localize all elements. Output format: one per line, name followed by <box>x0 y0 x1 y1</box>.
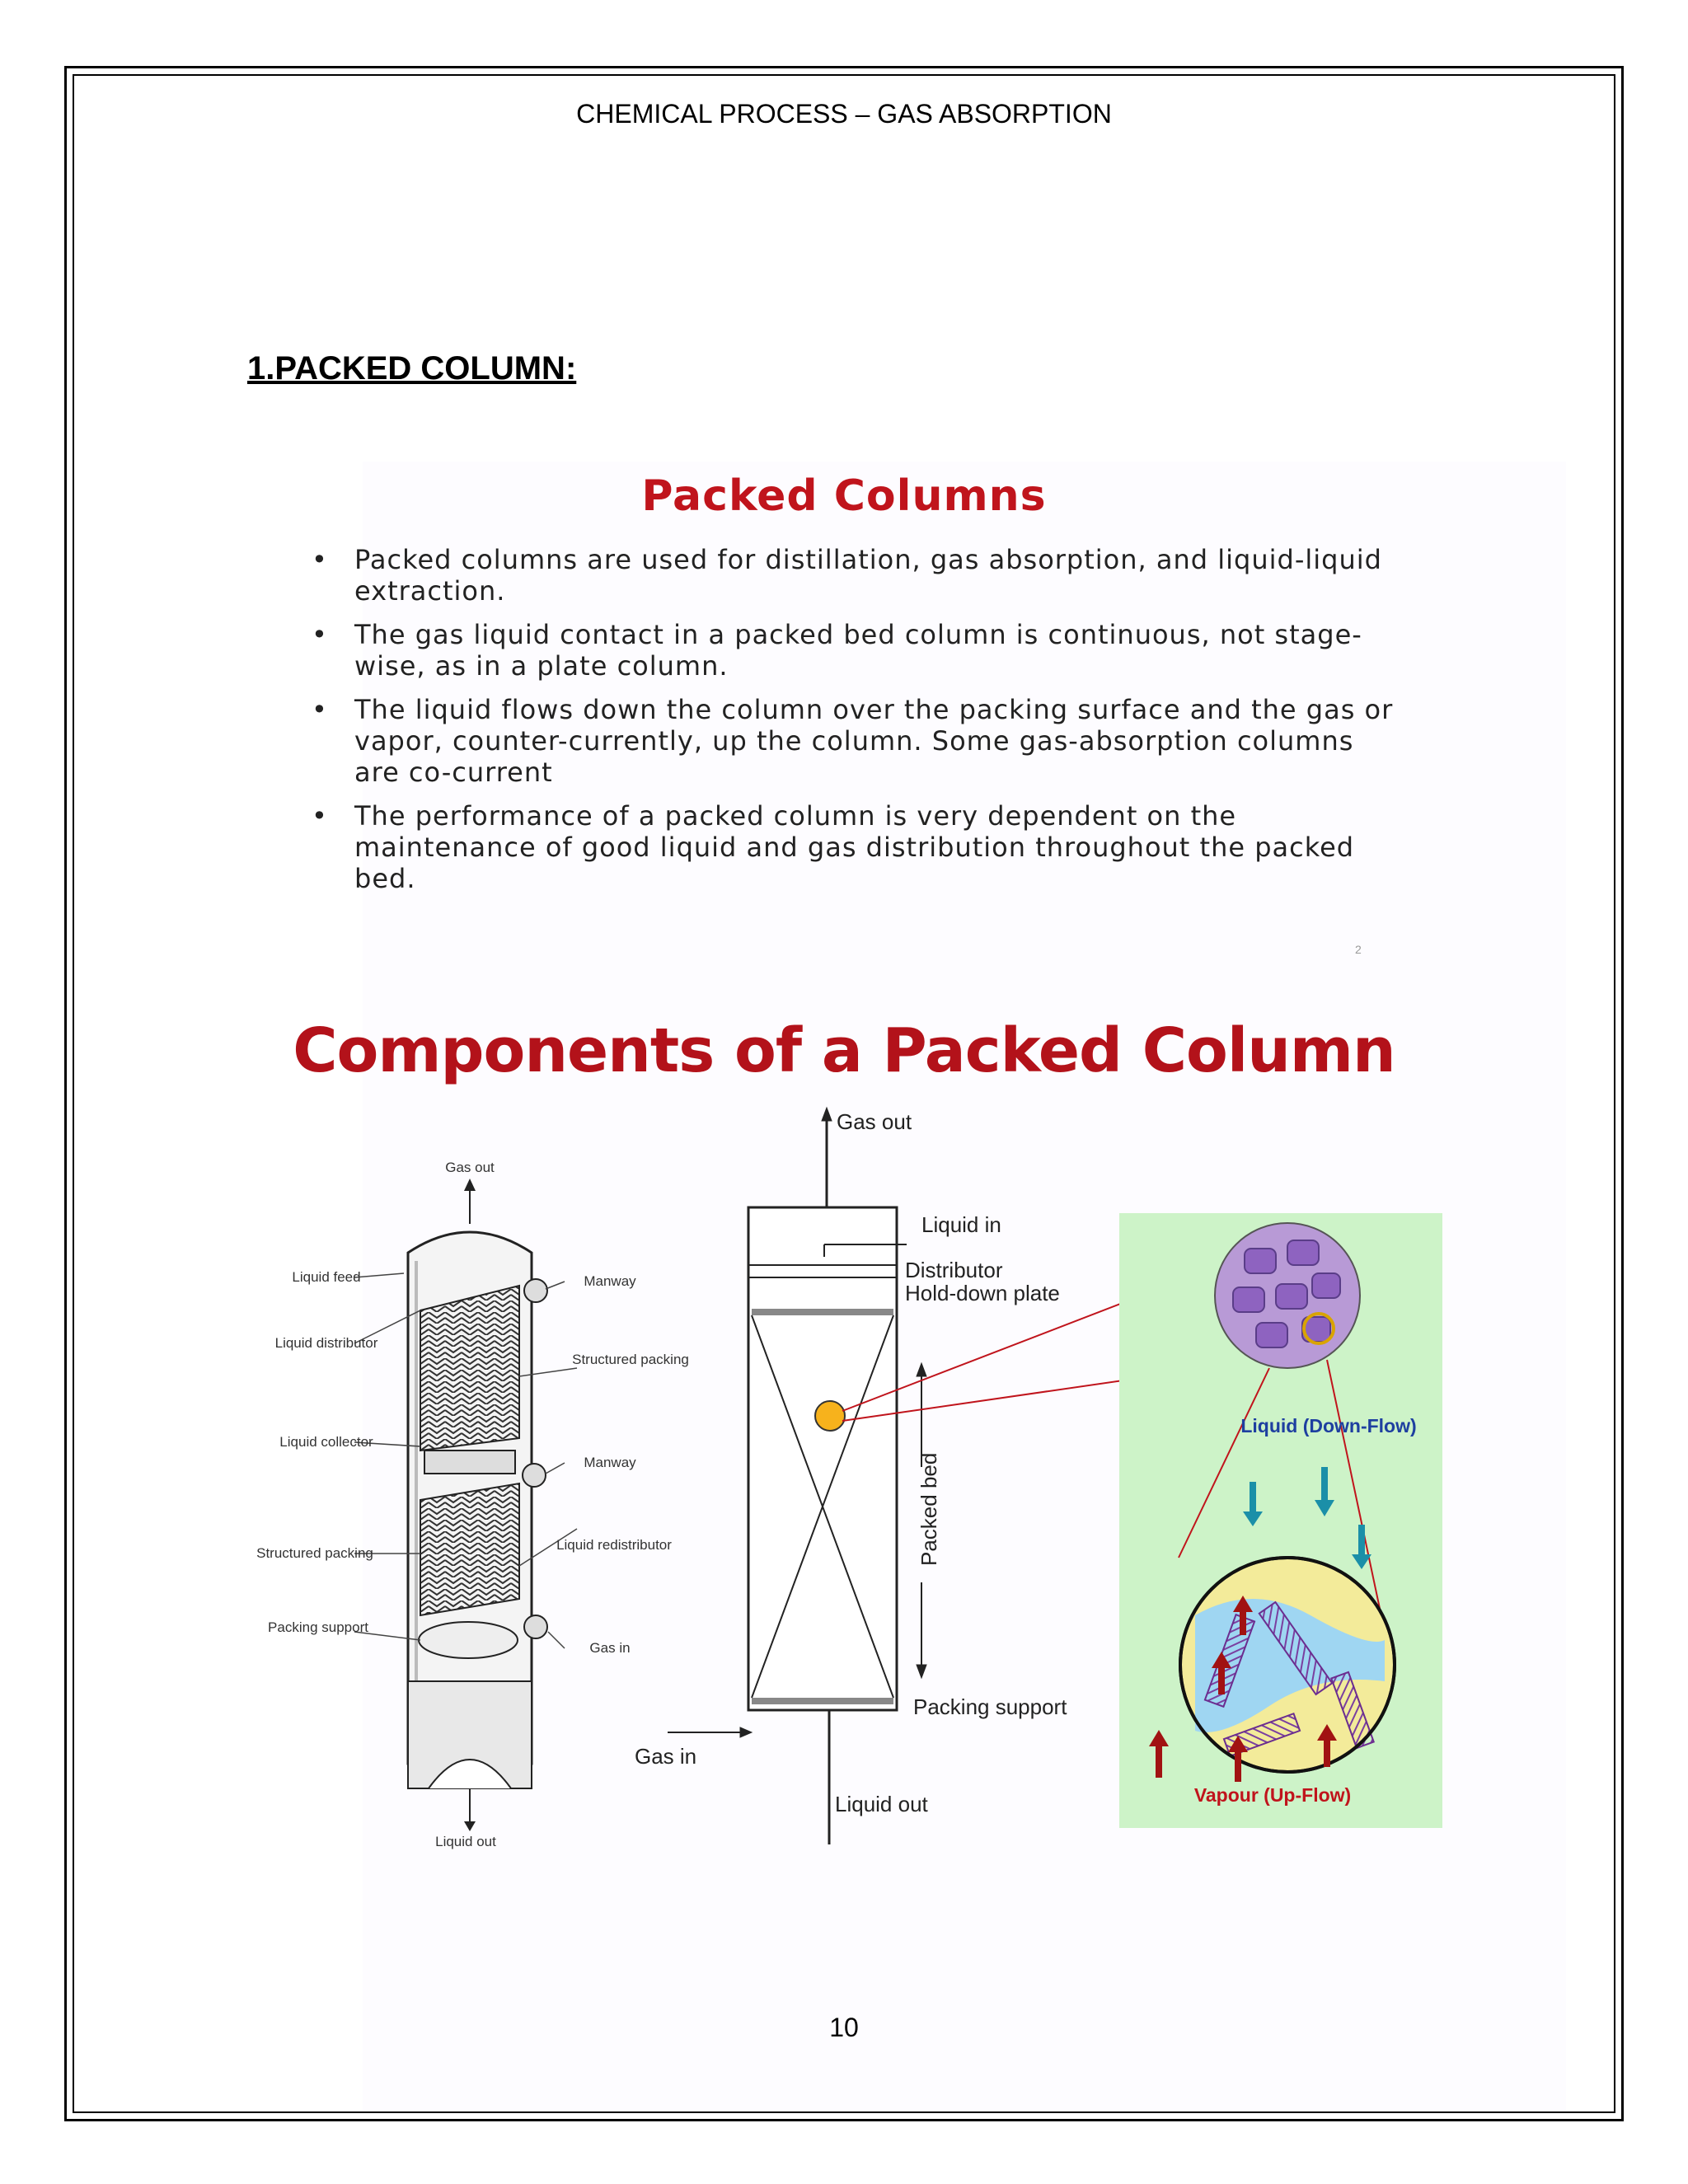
slide2-title: Components of a Packed Column <box>293 1015 1395 1086</box>
schematic-gas-in: Gas in <box>635 1744 697 1769</box>
label-manway-mid: Manway <box>584 1455 636 1470</box>
bullet-item: • The liquid flows down the column over the packing surface and the gas or vapor, counter-currently, up the column. Some gas-absorption columns are co-current <box>312 694 1394 788</box>
bullet-text: The gas liquid contact in a packed bed column is continuous, not stage-wise, as in a plate column. <box>354 619 1362 682</box>
page-number: 10 <box>829 2013 859 2042</box>
bullet-item: • The gas liquid contact in a packed bed column is continuous, not stage-wise, as in a plate column. <box>312 619 1362 682</box>
label-liquid-collector: Liquid collector <box>279 1434 373 1450</box>
packed-column-figure <box>247 1104 1451 1863</box>
schematic-liquid-in: Liquid in <box>921 1212 1001 1237</box>
label-gas-out: Gas out <box>445 1160 495 1175</box>
schematic-packing-support: Packing support <box>913 1694 1067 1719</box>
label-liquid-out: Liquid out <box>435 1834 496 1849</box>
label-structured-packing-upper: Structured packing <box>572 1352 689 1367</box>
bullet-text: Packed columns are used for distillation, gas absorption, and liquid-liquid extraction. <box>354 544 1382 607</box>
bullet-item: • Packed columns are used for distillation, gas absorption, and liquid-liquid extraction. <box>312 544 1382 607</box>
schematic-column-diagram <box>668 1108 926 1844</box>
label-packing-support: Packing support <box>268 1619 368 1635</box>
packing-detail-illustration <box>1119 1213 1442 1828</box>
label-structured-packing-lower: Structured packing <box>256 1545 373 1561</box>
schematic-hold-down: Hold-down plate <box>905 1281 1060 1305</box>
schematic-distributor: Distributor <box>905 1258 1003 1282</box>
running-header: CHEMICAL PROCESS – GAS ABSORPTION <box>576 99 1112 129</box>
label-liquid-redistributor: Liquid redistributor <box>556 1537 672 1553</box>
slide1-bullet-list <box>303 544 1408 907</box>
schematic-liquid-out: Liquid out <box>835 1792 928 1816</box>
label-vapour-up-flow: Vapour (Up-Flow) <box>1193 1784 1352 1806</box>
bullet-text: The liquid flows down the column over the packing surface and the gas or vapor, counter-currently, up the column. Some gas-absorption columns are co-current <box>354 694 1394 788</box>
label-gas-in: Gas in <box>589 1640 631 1656</box>
bullet-text: The performance of a packed column is very dependent on the maintenance of good liquid and gas distribution throughout the packed bed. <box>354 800 1355 894</box>
label-liquid-feed: Liquid feed <box>292 1269 361 1285</box>
schematic-gas-out: Gas out <box>837 1109 912 1134</box>
sample-point-marker <box>815 1401 845 1431</box>
label-manway-top: Manway <box>584 1273 636 1289</box>
slide-number: 2 <box>1355 943 1362 956</box>
schematic-packed-bed: Packed bed <box>917 1452 941 1566</box>
slide1-title: Packed Columns <box>641 471 1047 521</box>
section-title: 1.PACKED COLUMN: <box>247 350 577 387</box>
bullet-item: • The performance of a packed column is very dependent on the maintenance of good liquid and gas distribution throughout the packed bed. <box>312 800 1355 894</box>
cutaway-column-diagram <box>256 1160 689 1863</box>
label-liquid-distributor: Liquid distributor <box>274 1335 378 1351</box>
label-liquid-down-flow: Liquid (Down-Flow) <box>1240 1415 1417 1436</box>
